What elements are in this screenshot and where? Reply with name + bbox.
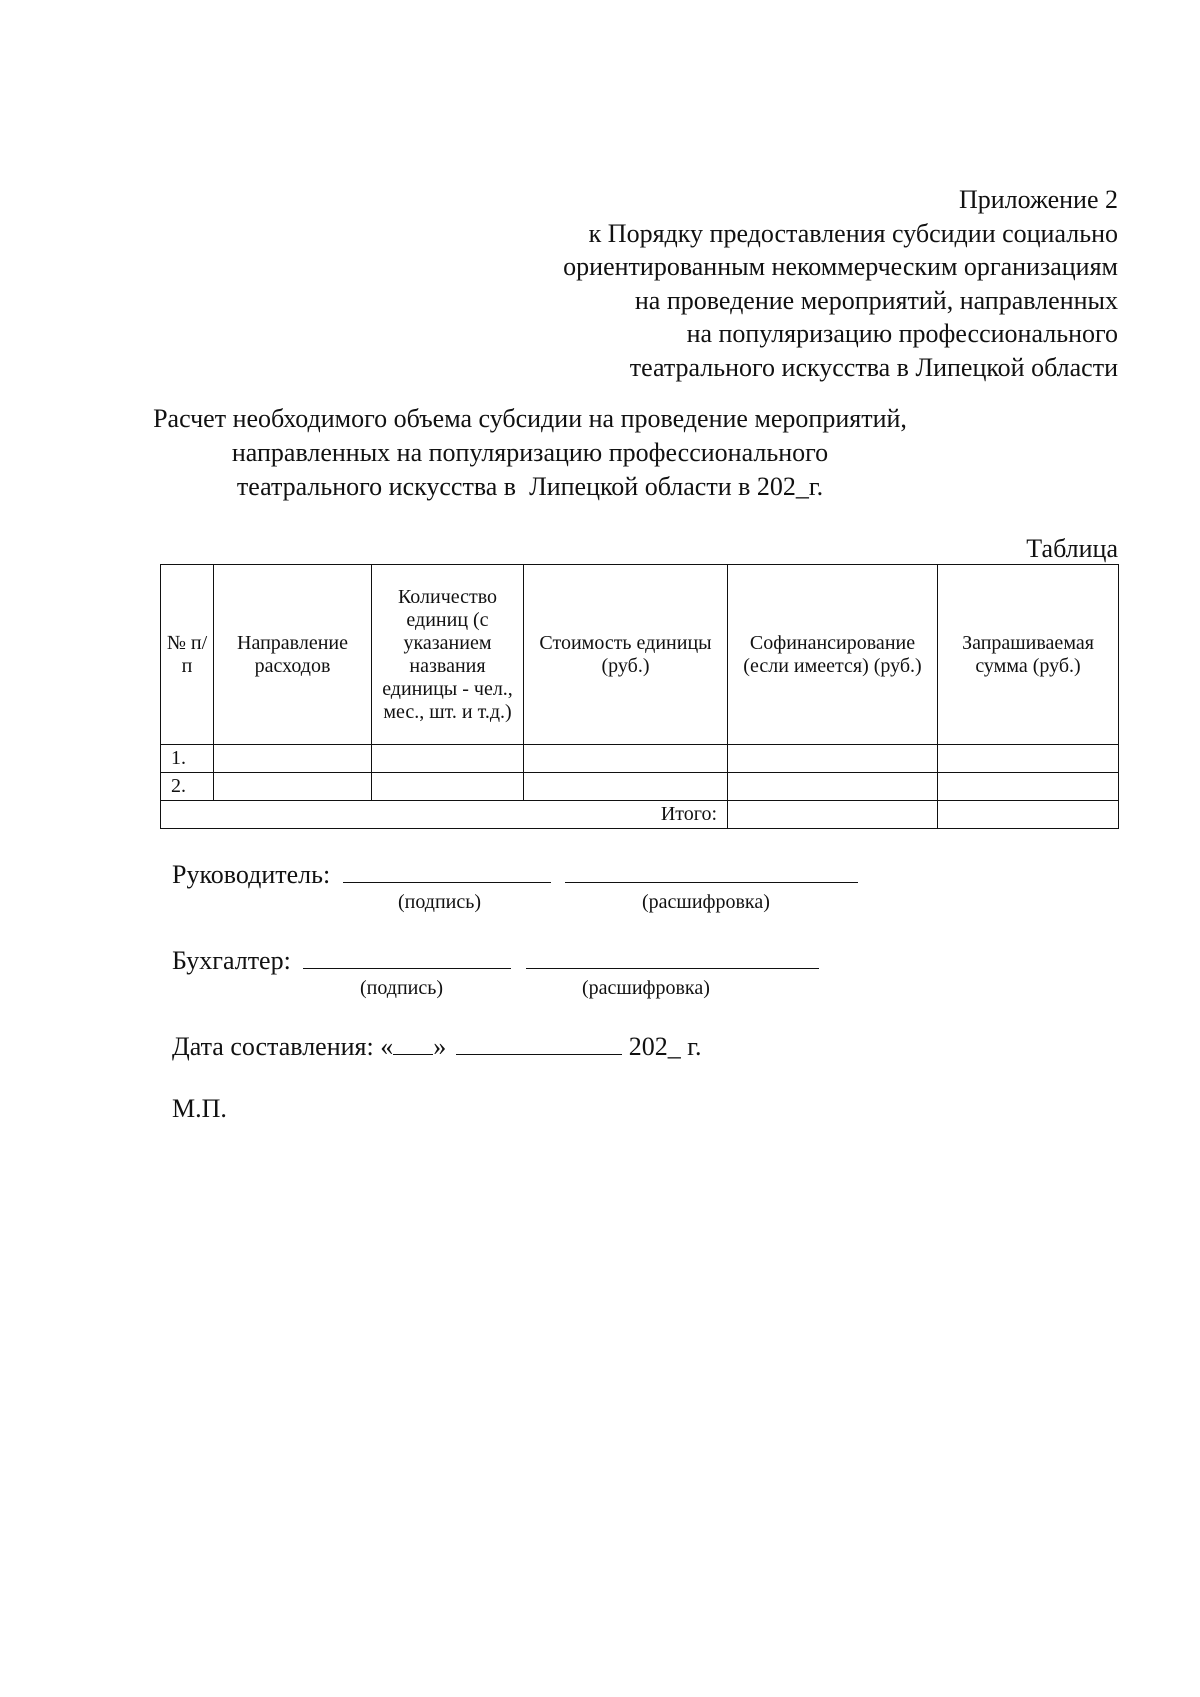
total-requested-amount[interactable] xyxy=(938,801,1119,829)
total-cofinancing[interactable] xyxy=(728,801,938,829)
appendix-line-1: Приложение 2 xyxy=(958,185,1118,214)
head-signature-line[interactable] xyxy=(343,860,551,883)
cell-requested-amount[interactable] xyxy=(938,745,1119,773)
header-unit-quantity: Количество единиц (с указанием названия единицы - чел., мес., шт. и т.д.) xyxy=(372,565,524,745)
header-unit-cost: Стоимость единицы (руб.) xyxy=(524,565,728,745)
accountant-signature-line[interactable] xyxy=(303,946,511,969)
head-decode-line[interactable] xyxy=(565,860,858,883)
title-line-1: Расчет необходимого объема субсидии на проведение мероприятий, xyxy=(153,404,907,433)
accountant-decode-line[interactable] xyxy=(526,946,819,969)
date-block xyxy=(172,1032,701,1062)
appendix-line-3: ориентированным некоммерческим организациям xyxy=(563,252,1118,281)
cell-expense-direction[interactable] xyxy=(214,745,372,773)
date-year: 202_ г. xyxy=(628,1032,702,1061)
total-label: Итого: xyxy=(161,801,728,829)
accountant-sign-hint: (подпись) xyxy=(360,977,444,999)
cell-expense-direction[interactable] xyxy=(214,773,372,801)
cell-unit-quantity[interactable] xyxy=(372,745,524,773)
appendix-line-2: к Порядку предоставления субсидии социально xyxy=(588,218,1118,248)
accountant-signature-block xyxy=(172,946,819,976)
cell-cofinancing[interactable] xyxy=(728,773,938,801)
stamp-place: М.П. xyxy=(172,1094,227,1123)
cell-requested-amount[interactable] xyxy=(938,773,1119,801)
table-row xyxy=(161,773,1119,801)
head-label: Руководитель: xyxy=(172,860,331,889)
head-decode-hint: (расшифровка) xyxy=(642,891,770,913)
row-number: 1. xyxy=(161,745,214,773)
table-caption: Таблица xyxy=(1026,534,1118,563)
header-expense-direction: Направление расходов xyxy=(214,565,372,745)
header-number: № п/п xyxy=(161,565,214,745)
cell-unit-quantity[interactable] xyxy=(372,773,524,801)
head-sign-hint: (подпись) xyxy=(398,891,482,913)
cell-unit-cost[interactable] xyxy=(524,745,728,773)
appendix-line-6: театрального искусства в Липецкой области xyxy=(629,352,1118,382)
header-requested-amount: Запрашиваемая сумма (руб.) xyxy=(938,565,1119,745)
table-row xyxy=(161,745,1119,773)
date-day-line[interactable] xyxy=(393,1032,433,1055)
date-label: Дата составления: « xyxy=(172,1032,394,1061)
table-header-row xyxy=(161,565,1119,745)
calculation-table xyxy=(160,564,1119,829)
date-month-line[interactable] xyxy=(456,1032,622,1055)
table-total-row xyxy=(161,801,1119,829)
header-cofinancing: Софинансирование (если имеется) (руб.) xyxy=(728,565,938,745)
appendix-line-5: на популяризацию профессионального xyxy=(686,319,1118,348)
appendix-header xyxy=(563,183,1118,384)
accountant-label: Бухгалтер: xyxy=(172,946,291,975)
document-title xyxy=(140,402,920,504)
head-signature-block xyxy=(172,860,858,890)
date-quote-close: » xyxy=(433,1032,447,1061)
row-number: 2. xyxy=(161,773,214,801)
accountant-decode-hint: (расшифровка) xyxy=(582,977,710,999)
appendix-line-4: на проведение мероприятий, направленных xyxy=(634,285,1118,315)
title-line-2: направленных на популяризацию профессионального xyxy=(231,438,829,467)
title-line-3: театрального искусства в Липецкой области в 202_г. xyxy=(236,472,824,501)
cell-unit-cost[interactable] xyxy=(524,773,728,801)
cell-cofinancing[interactable] xyxy=(728,745,938,773)
